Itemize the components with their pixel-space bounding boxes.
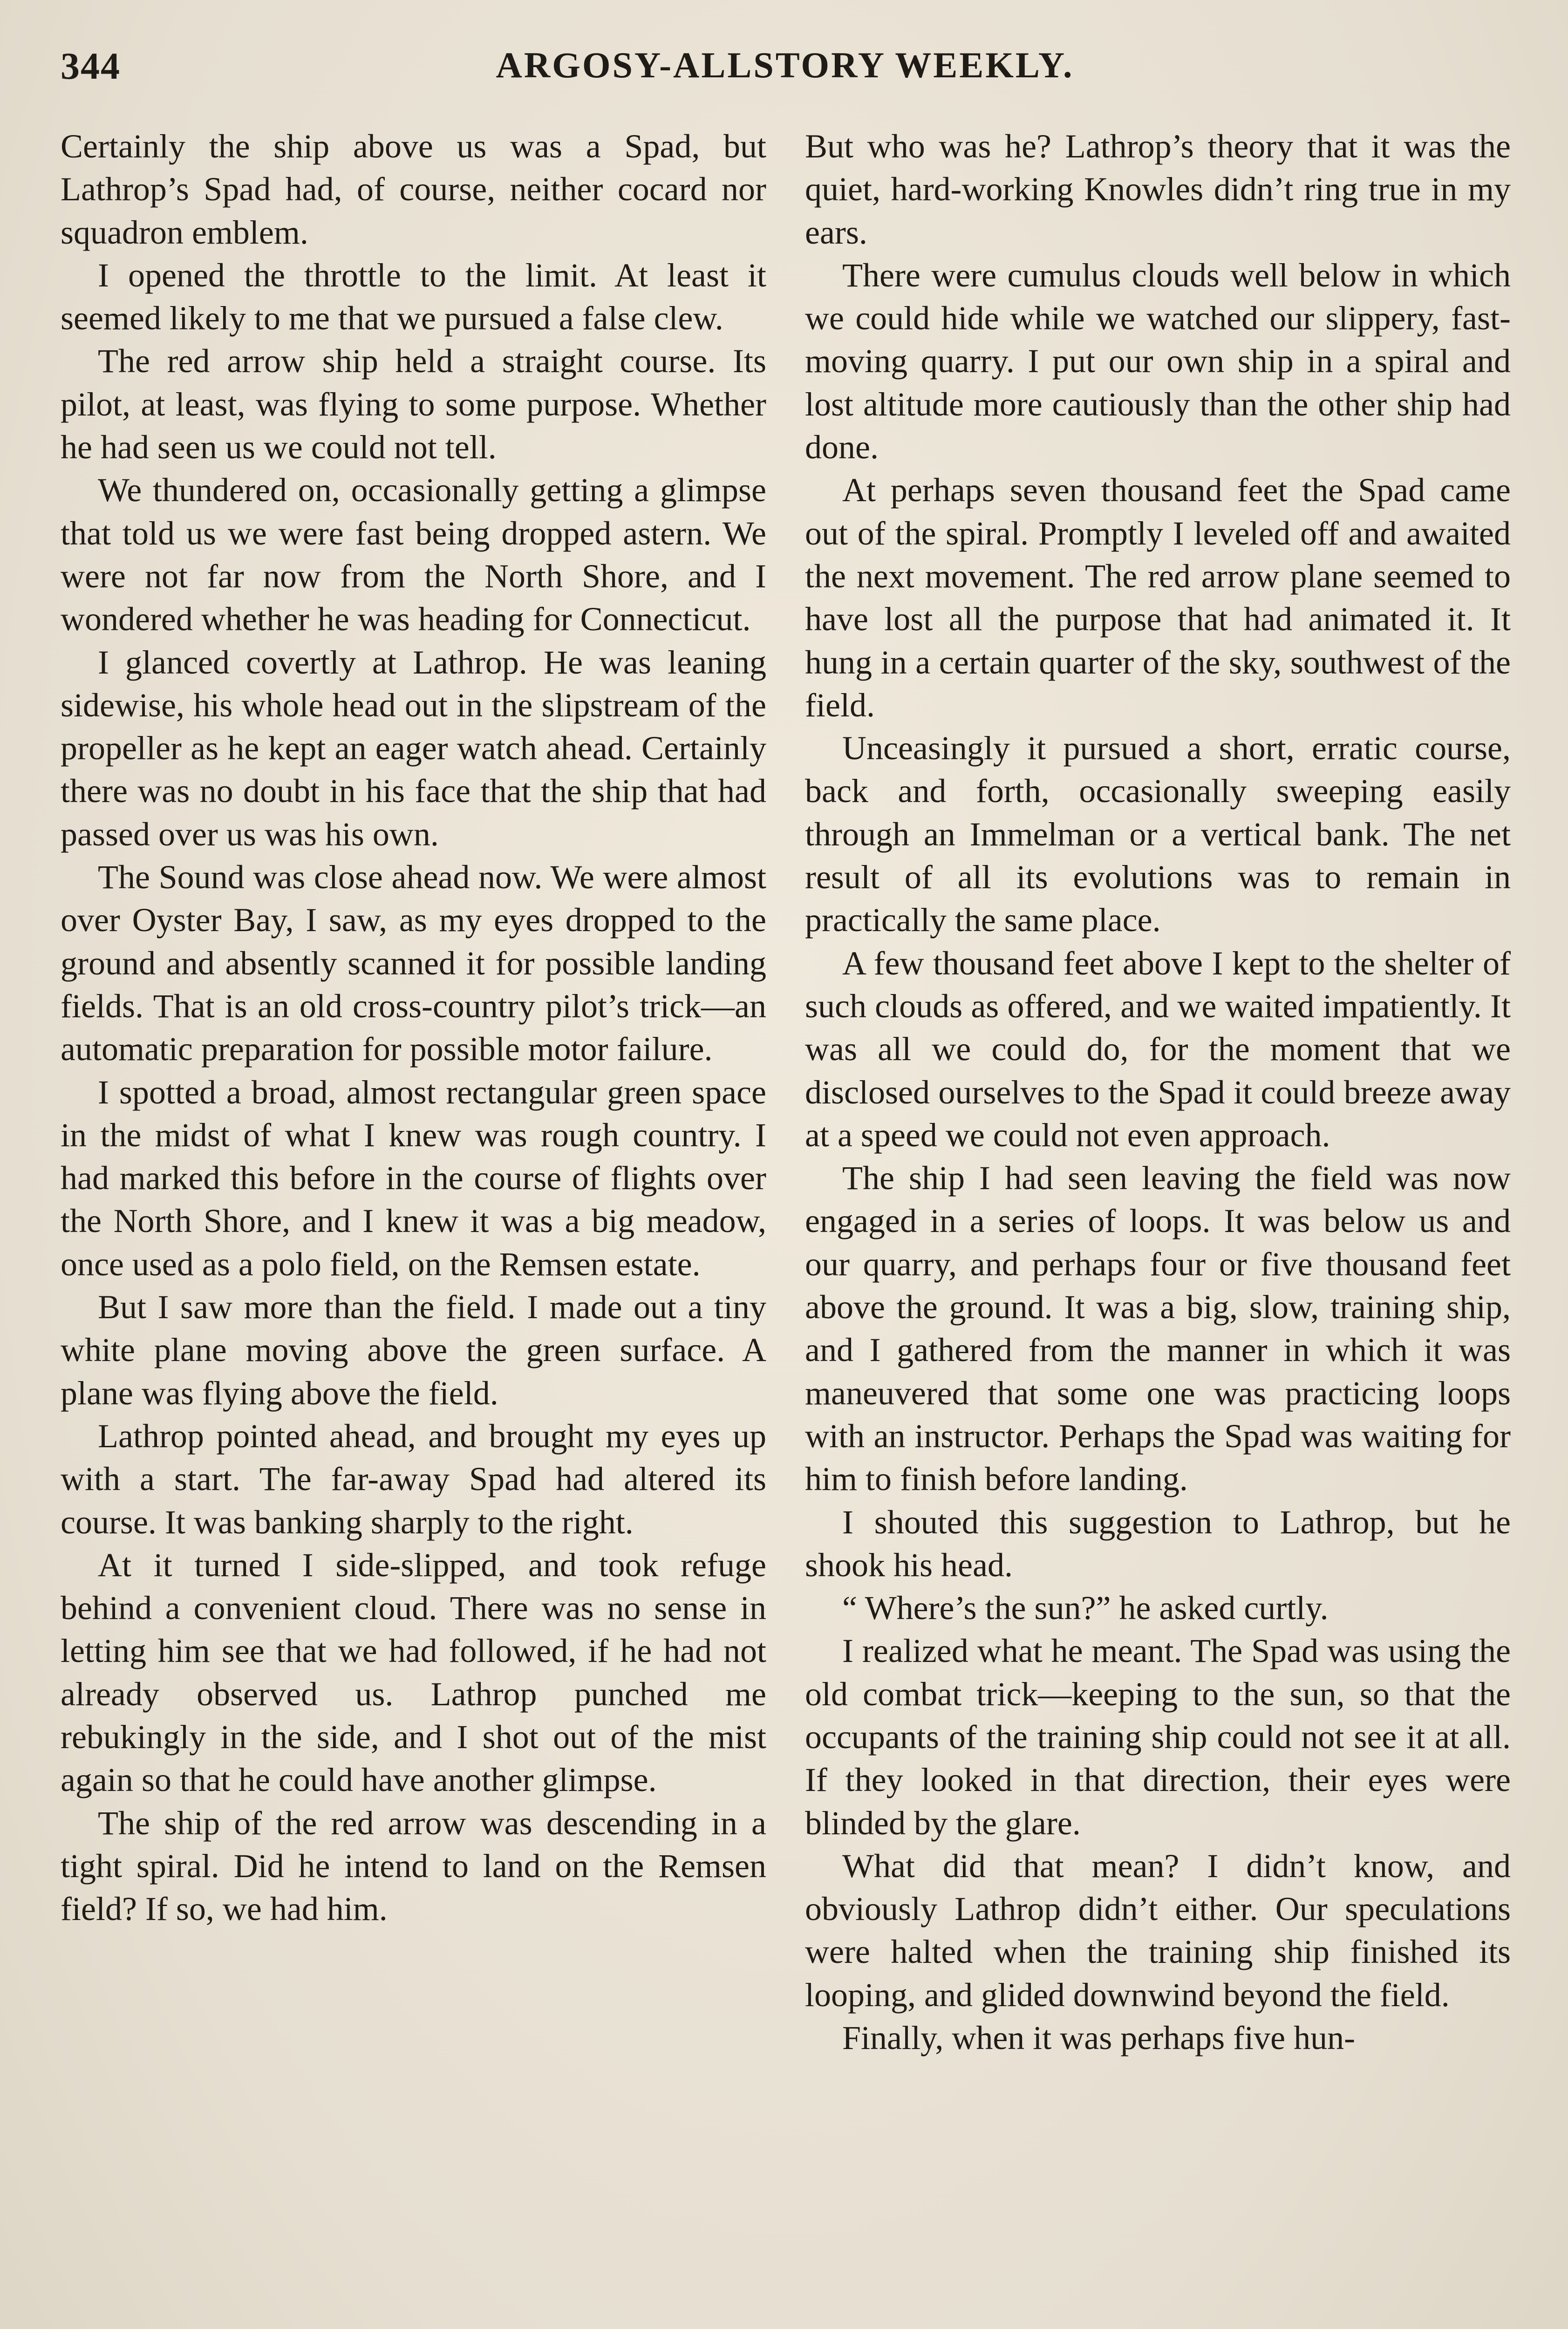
page-number: 344 bbox=[61, 45, 121, 87]
paragraph: Certainly the ship above us was a Spad, but Lathrop’s Spad had, of course, neither cocard nor squadron emblem. bbox=[61, 128, 766, 251]
paragraph: I realized what he meant. The Spad was using the old combat trick—keeping to the sun, so that the occupants of the training ship could not see it at all. If they looked in that direction, their eyes were blinded by the glare. bbox=[805, 1632, 1511, 1842]
left-column bbox=[61, 125, 766, 1930]
paragraph: The ship of the red arrow was descending in a tight spiral. Did he intend to land on the Remsen field? If so, we had him. bbox=[61, 1804, 766, 1928]
paragraph: Unceasingly it pursued a short, erratic course, back and forth, occasionally sweeping easily through an Immelman or a vertical bank. The net result of all its evolutions was to remain in practically the same place. bbox=[805, 729, 1511, 939]
right-column bbox=[805, 125, 1511, 2059]
paragraph: The ship I had seen leaving the field was now engaged in a series of loops. It was below us and our quarry, and perhaps four or five thousand feet above the ground. It was a big, slow, training ship, and I gathered from the manner in which it was maneuvered that some one was practicing loops with an instructor. Perhaps the Spad was waiting for him to finish before landing. bbox=[805, 1159, 1511, 1498]
paragraph: At it turned I side-slipped, and took refuge behind a convenient cloud. There was no sense in letting him see that we had followed, if he had not already observed us. Lathrop punched me rebukingly in the side, and I shot out of the mist again so that he could have another glimpse. bbox=[61, 1546, 766, 1799]
page-header bbox=[61, 44, 1509, 100]
paragraph: But who was he? Lathrop’s theory that it was the quiet, hard-working Knowles didn’t ring true in my ears. bbox=[805, 128, 1511, 251]
paragraph: A few thousand feet above I kept to the shelter of such clouds as offered, and we waited impatiently. It was all we could do, for the moment that we disclosed ourselves to the Spad it could breeze away at a speed we could not even approach. bbox=[805, 944, 1511, 1154]
paragraph: Lathrop pointed ahead, and brought my eyes up with a start. The far-away Spad had altered its course. It was banking sharply to the right. bbox=[61, 1417, 766, 1541]
paragraph: We thundered on, occasionally getting a glimpse that told us we were fast being dropped astern. We were not far now from the North Shore, and I wondered whether he was heading for Connecticut. bbox=[61, 471, 766, 638]
paragraph: But I saw more than the field. I made out a tiny white plane moving above the green surface. A plane was flying above the field. bbox=[61, 1288, 766, 1412]
paragraph: I opened the throttle to the limit. At least it seemed likely to me that we pursued a false clew. bbox=[61, 256, 766, 337]
paragraph: I glanced covertly at Lathrop. He was leaning sidewise, his whole head out in the slipstream of the propeller as he kept an eager watch ahead. Certainly there was no doubt in his face that the ship that had passed over us was his own. bbox=[61, 643, 766, 853]
paragraph: “ Where’s the sun?” he asked curtly. bbox=[842, 1589, 1329, 1627]
paragraph: I shouted this suggestion to Lathrop, but he shook his head. bbox=[805, 1503, 1511, 1584]
paragraph: The red arrow ship held a straight course. Its pilot, at least, was flying to some purpose. Whether he had seen us we could not tell. bbox=[61, 342, 766, 466]
paragraph: I spotted a broad, almost rectangular green space in the midst of what I knew was rough country. I had marked this before in the course of flights over the North Shore, and I knew it was a big meadow, once used as a polo field, on the Remsen estate. bbox=[61, 1073, 766, 1283]
paragraph: There were cumulus clouds well below in which we could hide while we watched our slippery, fast-moving quarry. I put our own ship in a spiral and lost altitude more cautiously than the other ship had done. bbox=[805, 256, 1511, 466]
paragraph: At perhaps seven thousand feet the Spad came out of the spiral. Promptly I leveled off and awaited the next movement. The red arrow plane seemed to have lost all the purpose that had animated it. It hung in a certain quarter of the sky, southwest of the field. bbox=[805, 471, 1511, 724]
magazine-title: ARGOSY-ALLSTORY WEEKLY. bbox=[496, 45, 1074, 85]
paragraph: What did that mean? I didn’t know, and obviously Lathrop didn’t either. Our speculations were halted when the training ship finished its looping, and glided downwind beyond the field. bbox=[805, 1847, 1511, 2014]
paragraph: The Sound was close ahead now. We were almost over Oyster Bay, I saw, as my eyes dropped to the ground and absently scanned it for possible landing fields. That is an old cross-country pilot’s trick—an automatic preparation for possible motor failure. bbox=[61, 858, 766, 1068]
paragraph: Finally, when it was perhaps five hun- bbox=[842, 2019, 1356, 2057]
